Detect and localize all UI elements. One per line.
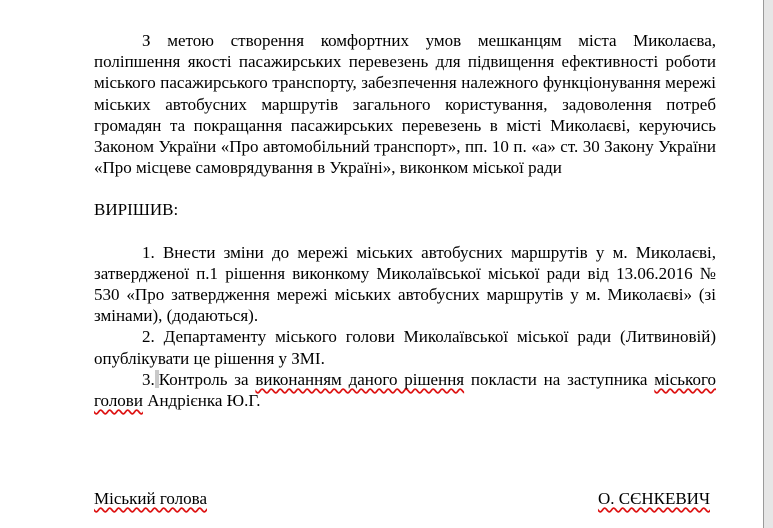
signature-title[interactable]: Міський голова [94, 489, 207, 508]
blank-line [94, 221, 716, 242]
item-text-part: Андрієнка Ю.Г. [142, 391, 261, 411]
signature-name[interactable]: О. СЄНКЕВИЧ [597, 489, 710, 508]
spellcheck-underlined-text[interactable]: міського голови [94, 369, 717, 411]
item-number: 3. [142, 369, 155, 389]
decision-item-2 [94, 326, 716, 368]
item-text: Департаменту міського голови Миколаївської міської ради (Литвиновій) опублікувати це рішення у ЗМІ. [94, 327, 716, 368]
item-text-part: покласти на заступника [464, 369, 655, 389]
item-text-part: Контроль за [158, 369, 256, 389]
signature-row [94, 488, 710, 509]
blank-line [94, 178, 716, 199]
spellcheck-underlined-text[interactable]: виконанням даного рішення [255, 369, 465, 389]
decision-heading: ВИРІШИВ: [94, 200, 179, 220]
item-number: 2. [142, 327, 155, 347]
preamble-paragraph: З метою створення комфортних умов мешканцям міста Миколаєва, поліпшення якості пасажирських перевезень для підвищення ефективності роботи міського пасажирського транспорту, забезпечення належного функціонування мережі міських автобусних маршрутів загального користування, задоволення потреб громадян та покращання пасажирських перевезень в місті Миколаєві, керуючись Законом України «Про автомобільний транспорт», пп. 10 п. «а» ст. 30 Закону України «Про місцеве самоврядування в Україні», виконком міської ради [94, 31, 716, 178]
window-edge [764, 0, 773, 528]
decision-item-1 [94, 242, 716, 327]
item-text: Внести зміни до мережі міських автобусних маршрутів у м. Миколаєві, затвердженої п.1 рішення виконкому Миколаївської міської ради від 13.06.2016 № 530 «Про затвердження мережі міських автобусних маршрутів у м. Миколаєві» (зі змінами), (додаються). [94, 242, 717, 326]
decision-item-3 [94, 369, 716, 411]
item-number: 1. [142, 242, 155, 262]
document-body[interactable] [94, 30, 716, 411]
